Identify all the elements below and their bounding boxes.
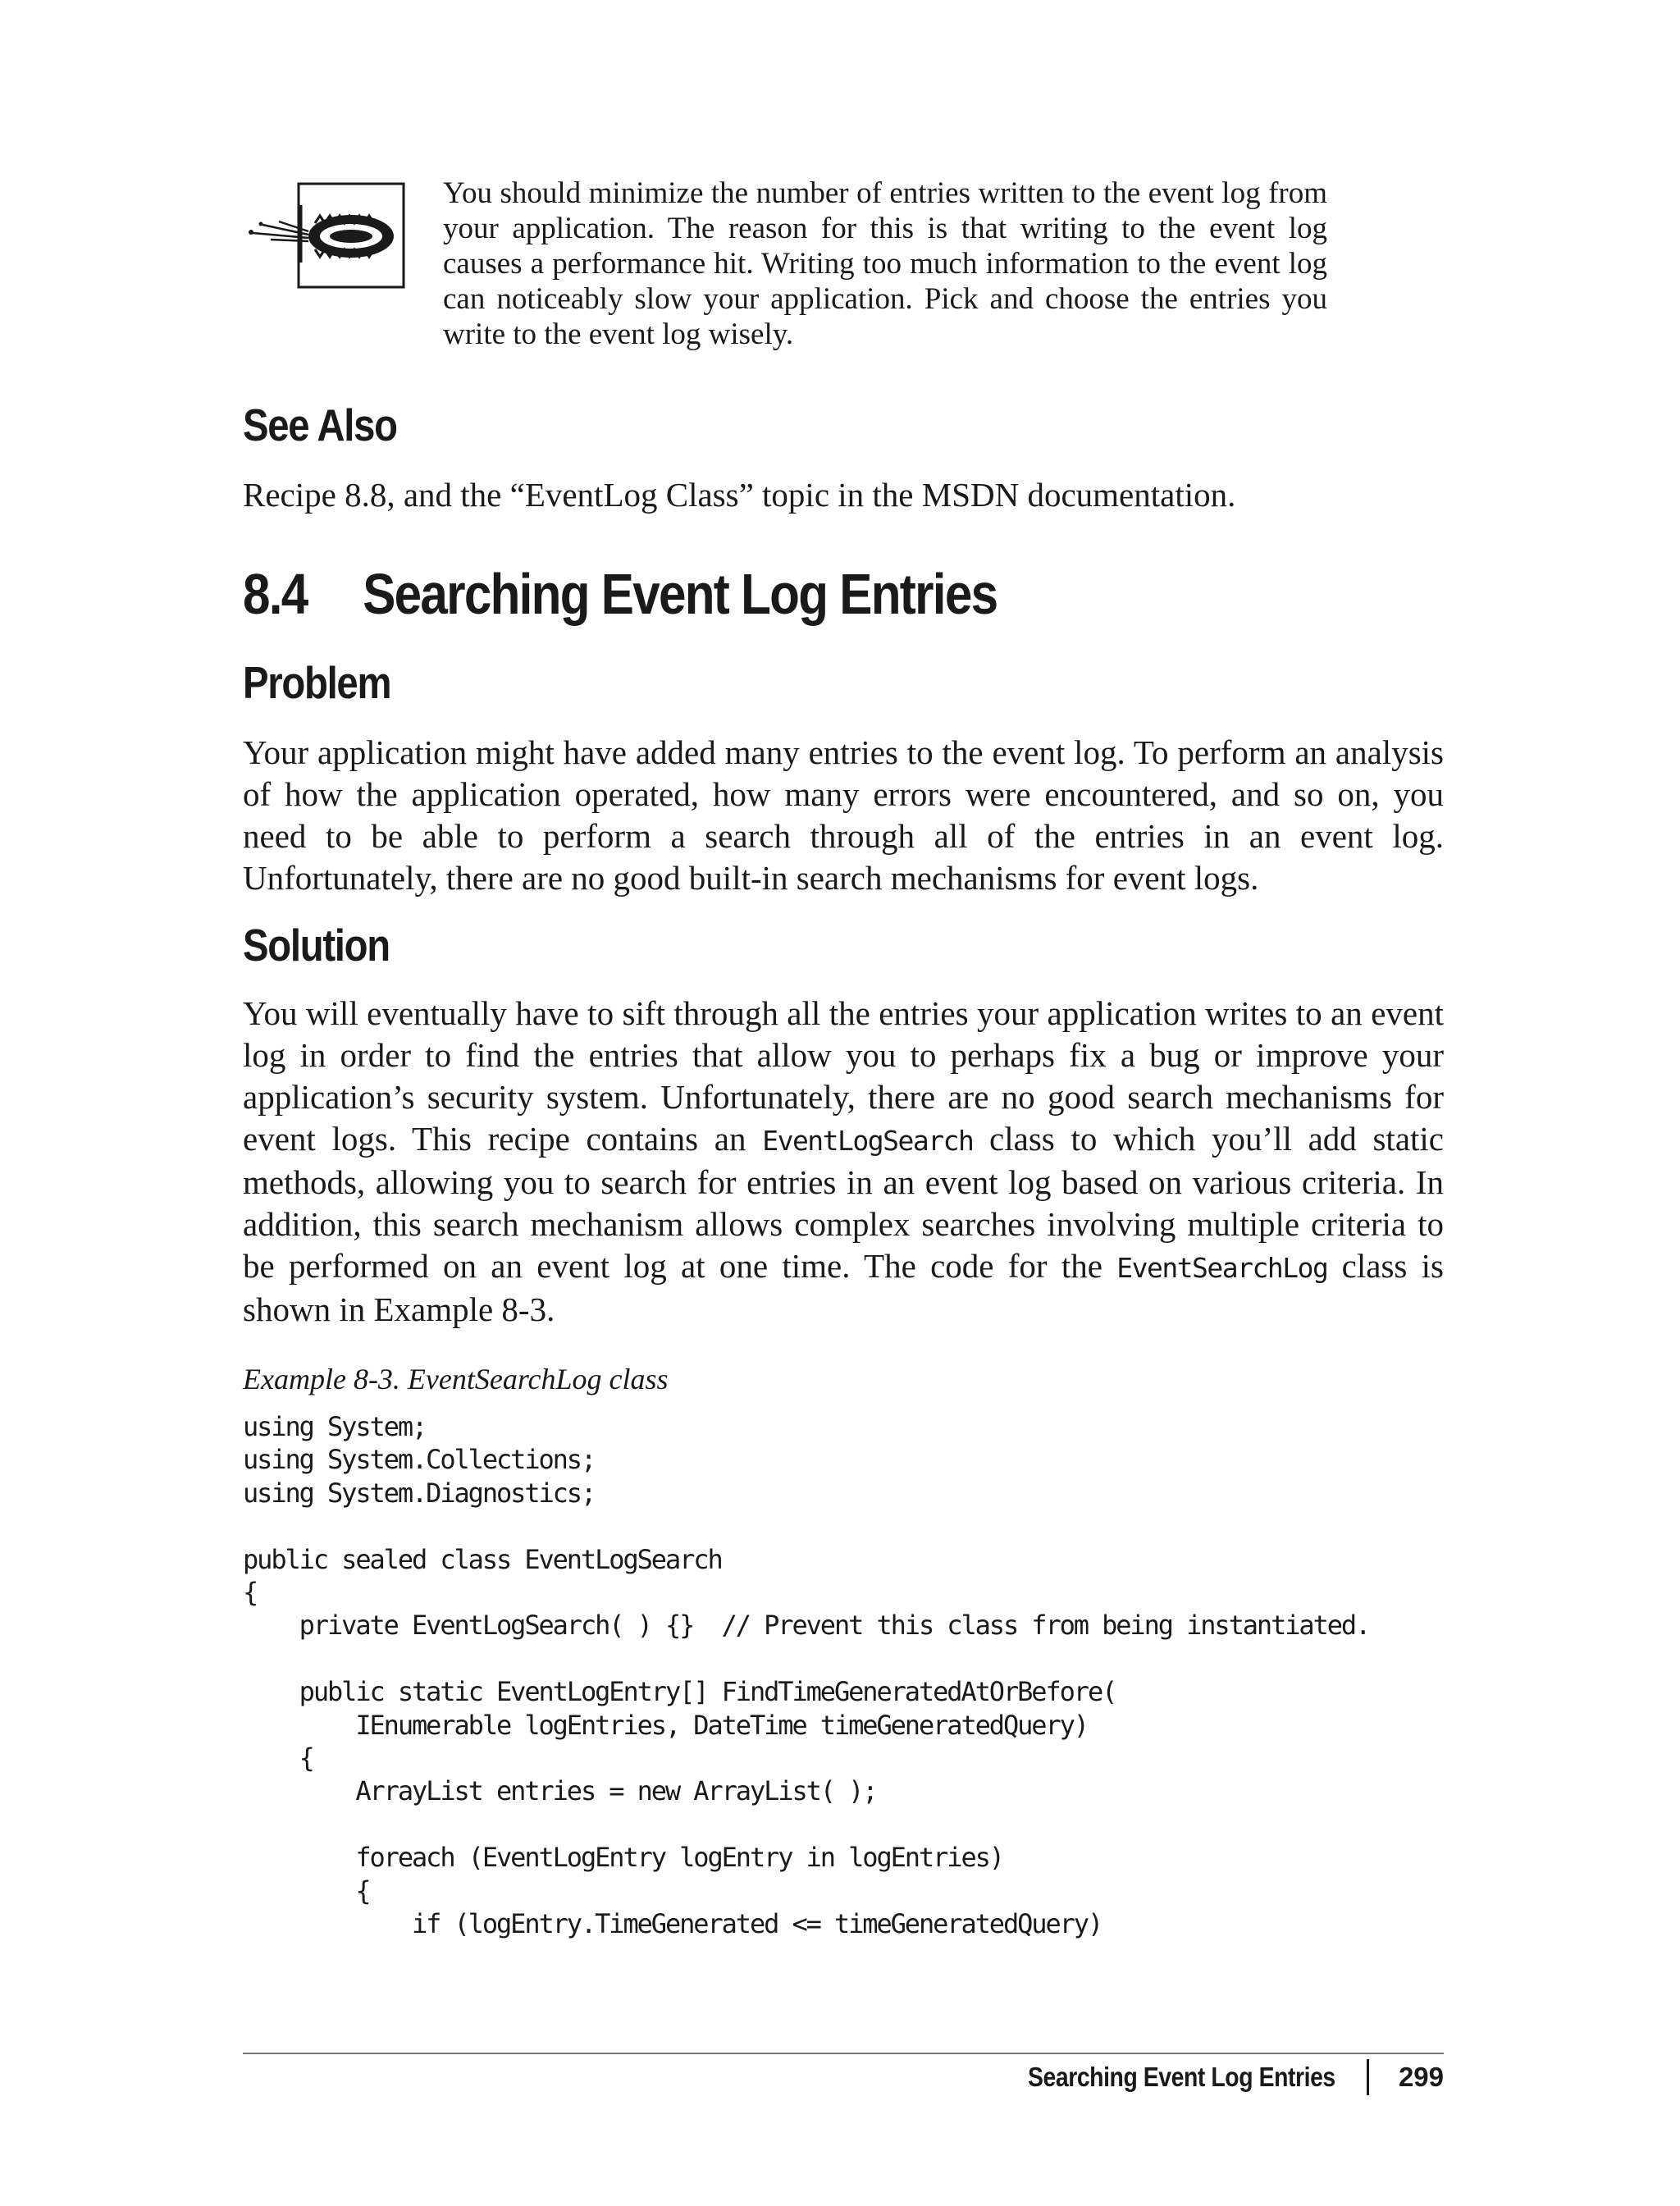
solution-text-part: class to which you’ll add static methods, allowing you to search for entries in an event log based on various criteria. In addition, this search mechanism allows complex searches involving multiple criteria to be performed on an event log at one time. The code for the	[243, 1120, 1444, 1285]
solution-text-part: You will eventually have to sift through all the entries your application writes to an event log in order to find the entries that allow you to perhaps fix a bug or improve your application’s security system. Unfortunately, there are no good search mechanisms for event logs. This recipe contains an	[243, 994, 1444, 1158]
problem-heading: Problem	[243, 657, 391, 708]
running-footer	[978, 2056, 1444, 2099]
solution-text	[243, 993, 1444, 1331]
see-also-text: Recipe 8.8, and the “EventLog Class” topic in the MSDN documentation.	[243, 476, 1236, 514]
footer-separator	[1367, 2059, 1369, 2095]
example-caption: Example 8-3. EventSearchLog class	[243, 1363, 669, 1395]
problem-text: Your application might have added many entries to the event log. To perform an analysis of how the application operated, how many errors were encountered, and so on, you need to be able to perform a search through all of the entries in an event log. Unfortunately, there are no good built-in search mechanisms for event logs.	[243, 733, 1444, 897]
page-number: 299	[1398, 2062, 1444, 2092]
warning-text: You should minimize the number of entries written to the event log from your application. The reason for this is that writing to the event log causes a performance hit. Writing too much information to the event log can noticeably slow your application. Pick and choose the entries you write to the event log wisely.	[443, 176, 1327, 351]
solution-text-part: class is shown in Example 8-3.	[243, 1247, 1444, 1328]
inline-code-eventsearchlog: EventSearchLog	[1116, 1252, 1328, 1284]
section-title-text: Searching Event Log Entries	[363, 562, 998, 626]
footer-title: Searching Event Log Entries	[1028, 2062, 1335, 2092]
section-number: 8.4	[243, 562, 308, 626]
inline-code-eventlogsearch: EventLogSearch	[762, 1125, 974, 1157]
bear-trap-icon	[246, 180, 410, 295]
solution-heading: Solution	[243, 920, 390, 971]
see-also-heading: See Also	[243, 400, 397, 450]
section-title	[243, 561, 997, 627]
footer-rule	[243, 2053, 1444, 2054]
code-listing: using System; using System.Collections; using System.Diagnostics; public sealed class EventLogSearch { private EventLogSearch( ) {} // Prevent this class from being instantiated. public static EventLogEntry[] FindTimeGeneratedAtOrBefore( IEnumerable logEntries, DateTime timeGeneratedQuery) { ArrayList entries = new ArrayList( ); foreach (EventLogEntry logEntry in logEntries) { if (logEntry.TimeGenerated <= timeGeneratedQuery)	[243, 1411, 1370, 1940]
